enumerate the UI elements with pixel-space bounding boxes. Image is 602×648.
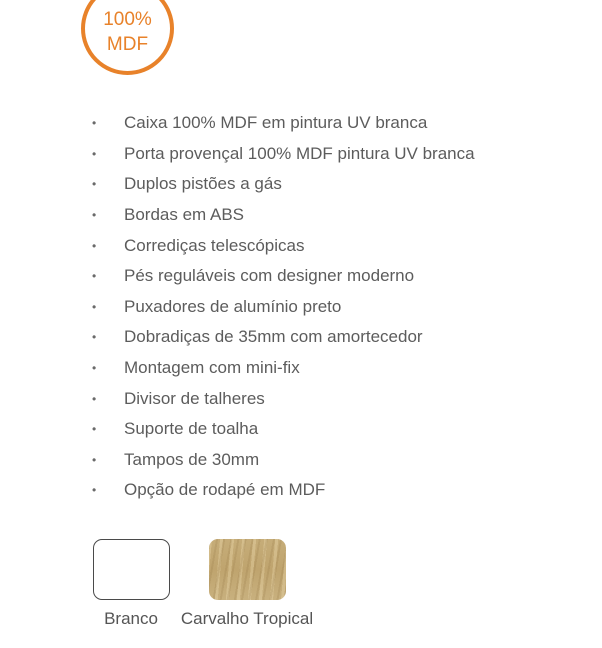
list-item — [92, 200, 475, 231]
bullet-icon: • — [92, 269, 97, 284]
mdf-badge — [81, 0, 174, 75]
badge-line-2: MDF — [106, 33, 149, 55]
swatch-label: Carvalho Tropical — [180, 609, 314, 628]
feature-text: Dobradiças de 35mm com amortecedor — [124, 327, 423, 347]
feature-text: Puxadores de alumínio preto — [124, 296, 342, 316]
feature-text: Tampos de 30mm — [124, 449, 260, 469]
bullet-icon: • — [92, 116, 97, 131]
color-options — [92, 539, 314, 629]
feature-text: Divisor de talheres — [124, 388, 265, 408]
feature-text: Suporte de toalha — [124, 419, 259, 439]
bullet-icon: • — [92, 483, 97, 498]
list-item — [92, 108, 475, 139]
list-item — [92, 383, 475, 414]
feature-text: Duplos pistões a gás — [124, 174, 282, 194]
badge-line-1: 100% — [103, 8, 152, 30]
swatch-label: Branco — [104, 609, 158, 628]
feature-text: Pés reguláveis com designer moderno — [124, 266, 415, 286]
bullet-icon: • — [92, 299, 97, 314]
bullet-icon: • — [92, 208, 97, 223]
bullet-icon: • — [92, 422, 97, 437]
bullet-icon: • — [92, 238, 97, 253]
list-item — [92, 475, 475, 506]
bullet-icon: • — [92, 177, 97, 192]
list-item — [92, 139, 475, 170]
feature-list — [92, 108, 475, 506]
feature-text: Corrediças telescópicas — [124, 235, 305, 255]
swatch-carvalho-tropical[interactable] — [180, 539, 314, 629]
list-item — [92, 230, 475, 261]
swatch-branco[interactable] — [92, 539, 170, 629]
color-chip-white[interactable] — [93, 539, 170, 600]
color-chip-wood[interactable] — [209, 539, 286, 600]
list-item — [92, 322, 475, 353]
list-item — [92, 261, 475, 292]
feature-text: Caixa 100% MDF em pintura UV branca — [124, 113, 428, 133]
bullet-icon: • — [92, 452, 97, 467]
feature-text: Bordas em ABS — [124, 205, 245, 225]
bullet-icon: • — [92, 330, 97, 345]
list-item — [92, 169, 475, 200]
list-item — [92, 445, 475, 476]
bullet-icon: • — [92, 391, 97, 406]
feature-text: Porta provençal 100% MDF pintura UV branca — [124, 143, 475, 163]
list-item — [92, 353, 475, 384]
list-item — [92, 414, 475, 445]
list-item — [92, 292, 475, 323]
feature-text: Opção de rodapé em MDF — [124, 480, 326, 500]
feature-text: Montagem com mini-fix — [124, 358, 300, 378]
bullet-icon: • — [92, 361, 97, 376]
bullet-icon: • — [92, 146, 97, 161]
